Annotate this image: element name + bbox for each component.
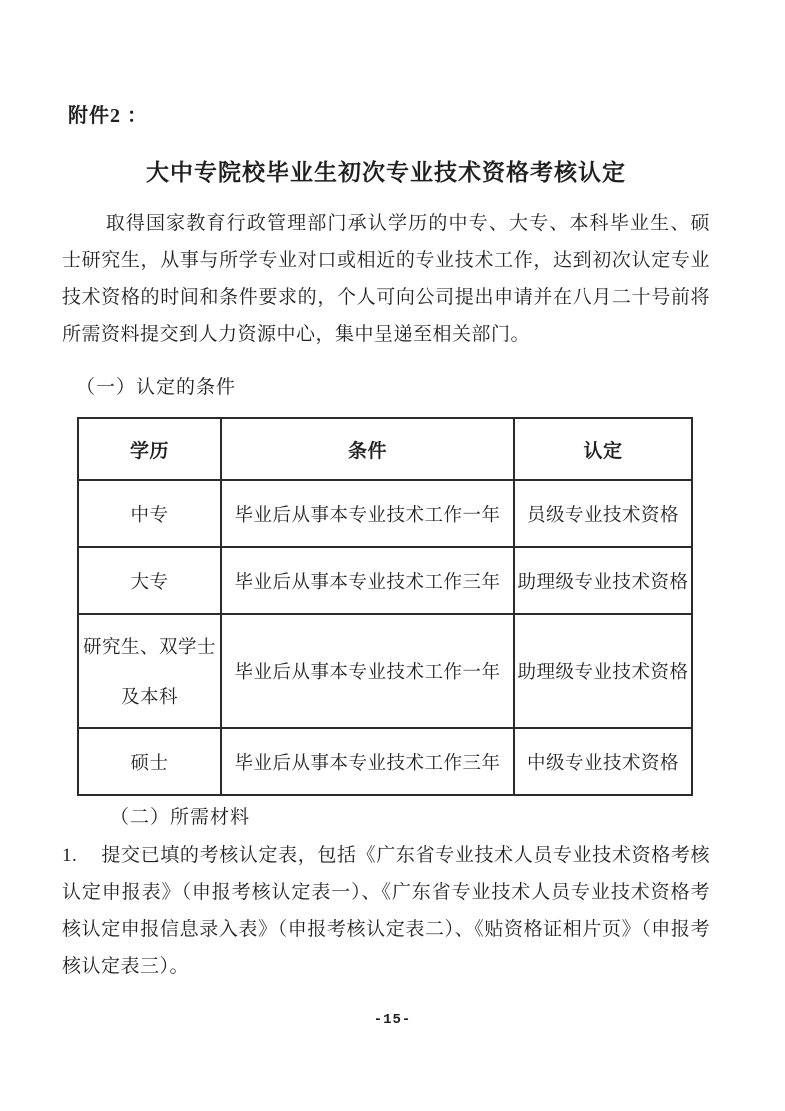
table-header-condition: 条件 (221, 418, 514, 480)
intro-paragraph: 取得国家教育行政管理部门承认学历的中专、大专、本科毕业生、硕士研究生，从事与所学专业对口或相近的专业技术工作，达到初次认定专业技术资格的时间和条件要求的，个人可向公司提出申请并在八月二十号前将所需资料提交到人力资源中心，集中呈递至相关部门。 (62, 213, 710, 345)
qualification-table (77, 417, 693, 796)
material-item-1 (62, 837, 710, 985)
document-title: 大中专院校毕业生初次专业技术资格考核认定 (146, 160, 626, 185)
section-one-heading: （一）认定的条件 (76, 377, 237, 398)
section-two-heading: （二）所需材料 (110, 807, 251, 828)
recognition-cell: 助理级专业技术资格 (514, 614, 692, 728)
degree-cell: 中专 (78, 480, 221, 547)
item-number: 1. (62, 845, 78, 866)
recognition-cell: 中级专业技术资格 (514, 728, 692, 795)
condition-cell: 毕业后从事本专业技术工作一年 (221, 480, 514, 547)
condition-cell: 毕业后从事本专业技术工作三年 (221, 728, 514, 795)
table-header-recognition: 认定 (514, 418, 692, 480)
document-content (62, 103, 710, 985)
condition-cell: 毕业后从事本专业技术工作三年 (221, 547, 514, 614)
degree-cell: 研究生、双学士 及本科 (78, 614, 221, 728)
recognition-cell: 助理级专业技术资格 (514, 547, 692, 614)
page-number: -15- (373, 1012, 412, 1028)
attachment-label: 附件2 ： (68, 105, 148, 127)
table-header-degree: 学历 (78, 418, 221, 480)
table-row (78, 614, 692, 728)
degree-cell: 硕士 (78, 728, 221, 795)
table-row (78, 480, 692, 547)
degree-cell: 大专 (78, 547, 221, 614)
table-row (78, 728, 692, 795)
table-header-row (78, 418, 692, 480)
item-text: 提交已填的考核认定表，包括《广东省专业技术人员专业技术资格考核认定申报表》（申报考核认定表一）、《广东省专业技术人员专业技术资格考核认定申报信息录入表》（申报考核认定表二）、《贴资格证相片页》（申报考核认定表三）。 (62, 845, 710, 977)
recognition-cell: 员级专业技术资格 (514, 480, 692, 547)
table-row (78, 547, 692, 614)
condition-cell: 毕业后从事本专业技术工作一年 (221, 614, 514, 728)
